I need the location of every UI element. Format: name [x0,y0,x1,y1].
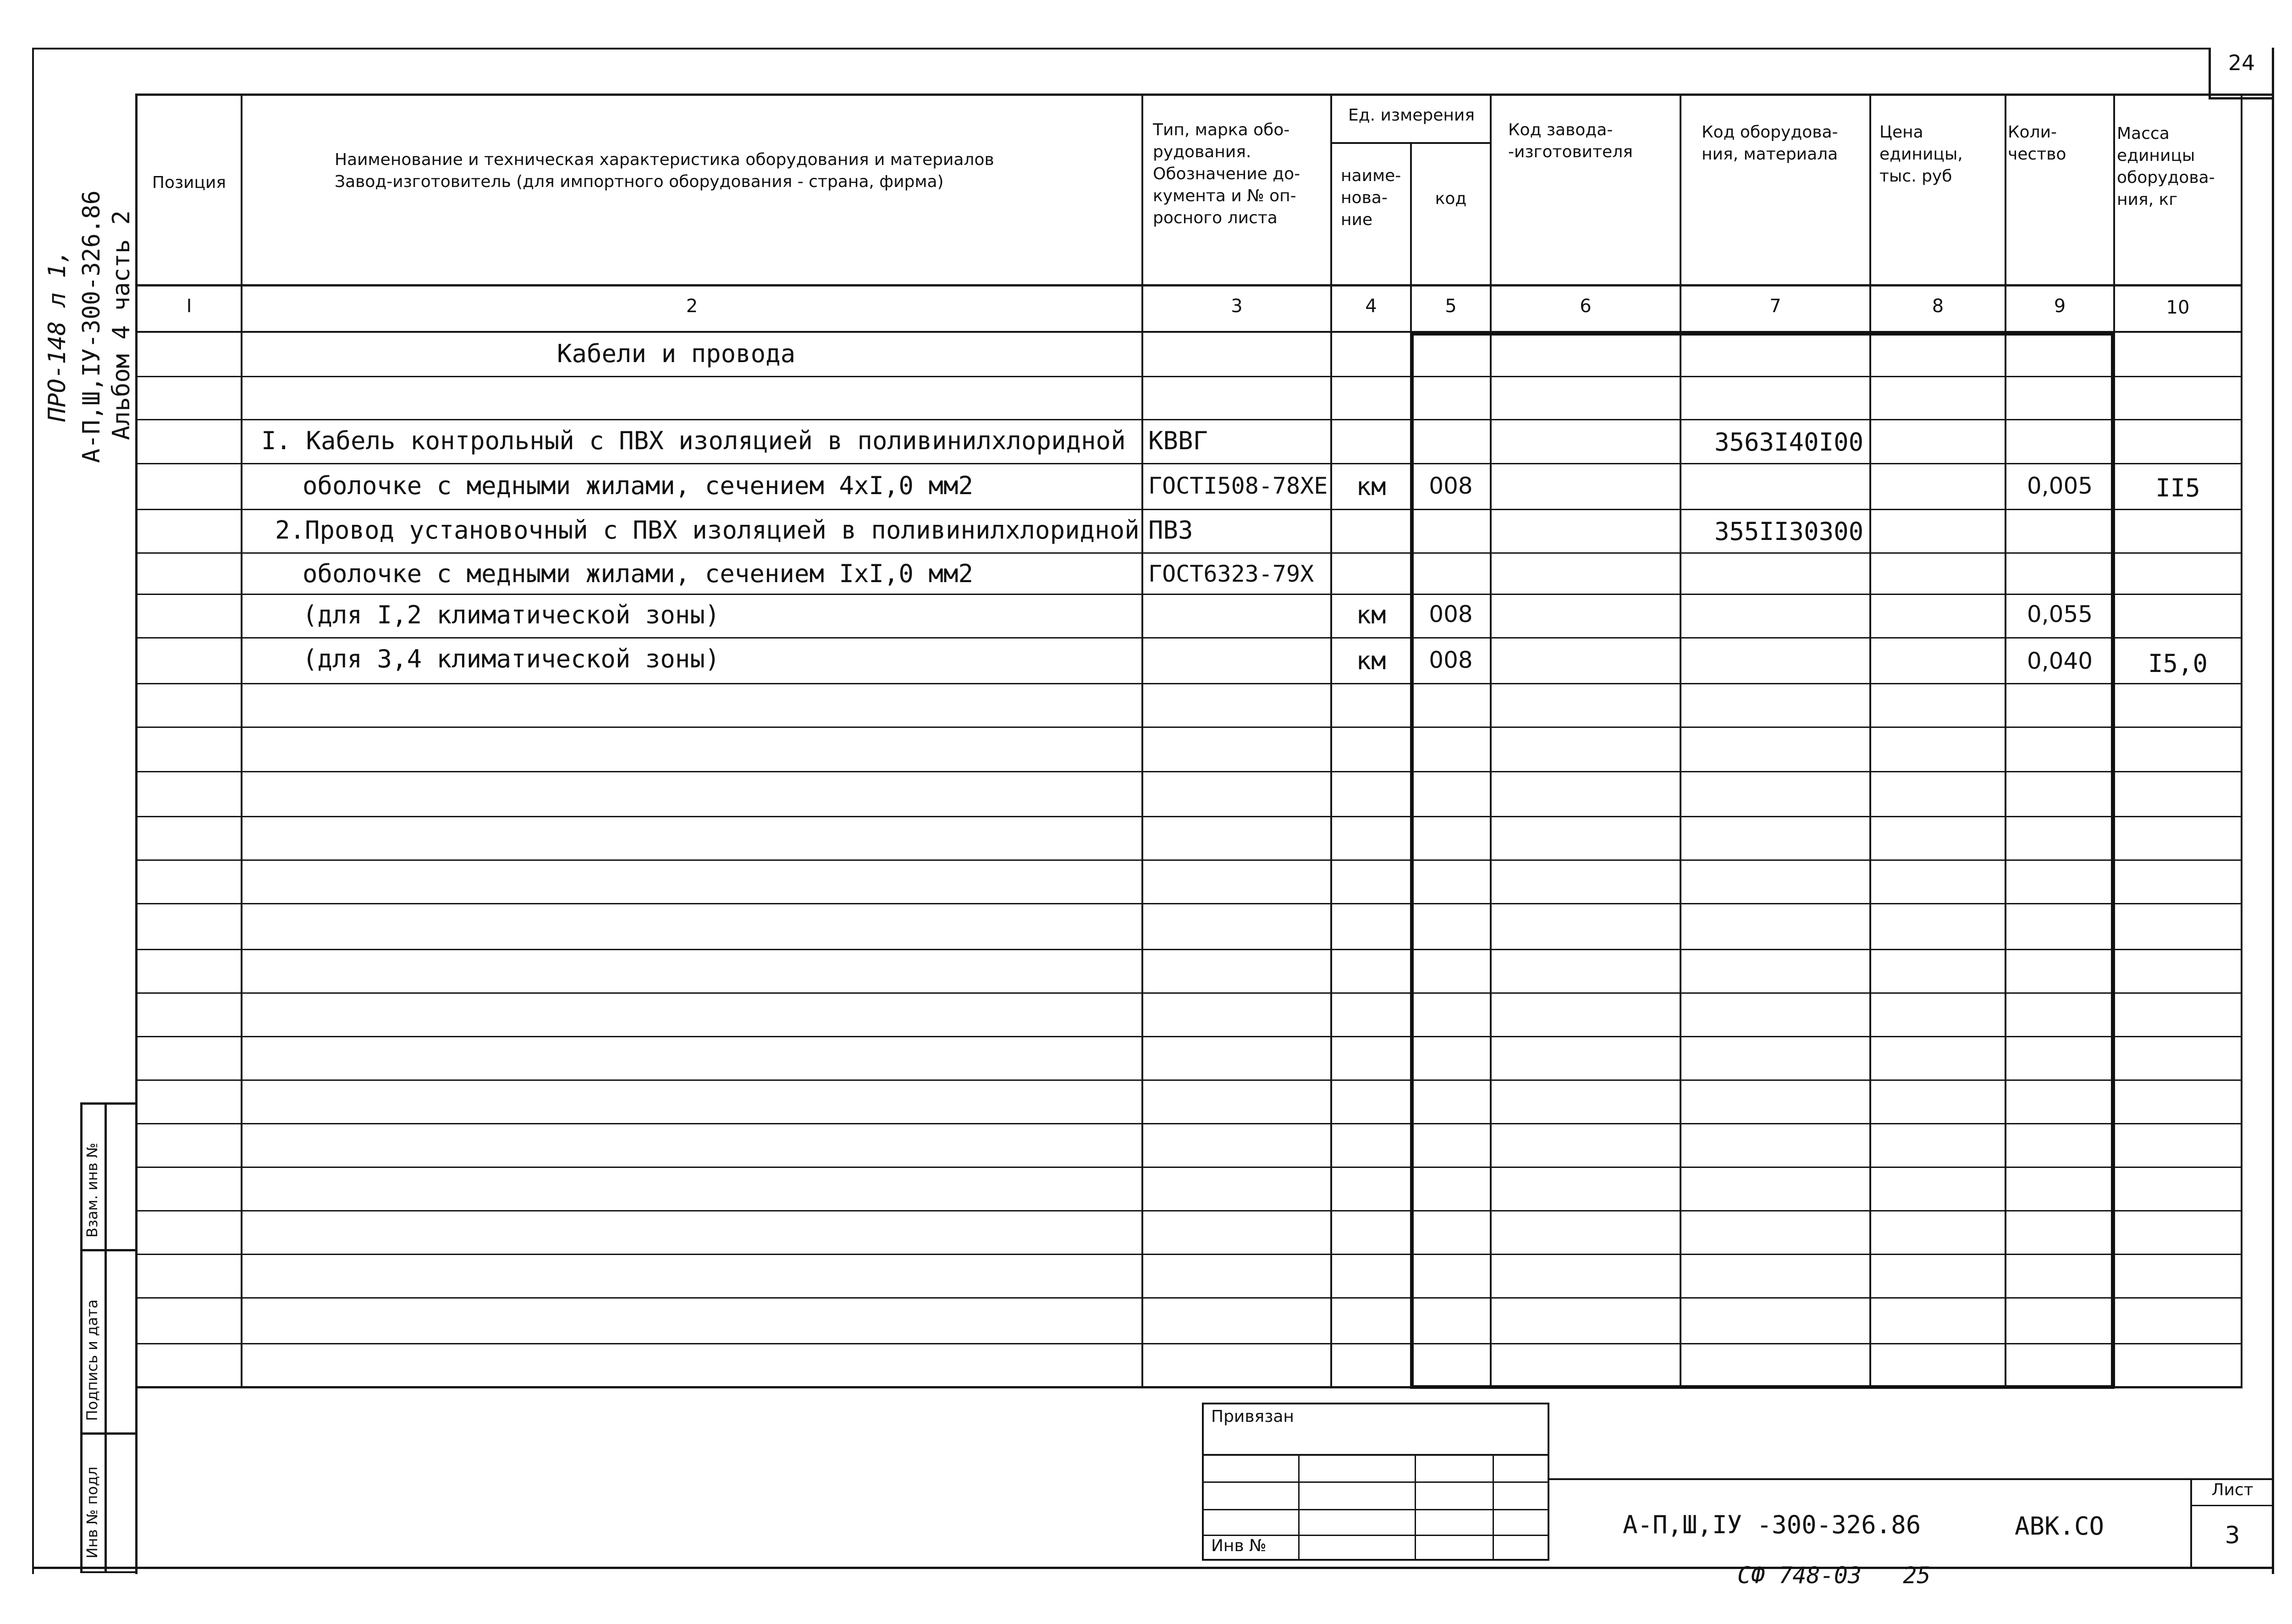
header-quantity: Коли- чество [2008,123,2066,164]
row-zone-3-4-quantity: 0,040 [2027,648,2093,674]
side-note-album: Альбом 4 часть 2 [108,210,135,440]
row-zone-3-4-label: (для 3,4 климатической зоны) [303,644,720,673]
row-item-2-type: ПВЗ [1148,516,1193,545]
privyazan-label: Привязан [1211,1407,1294,1426]
row-item-1-mass: II5 [2155,473,2200,502]
strip-label-inventory: Инв № подл [83,1466,101,1558]
header-name-line2: Завод-изготовитель (для импортного оборудования - страна, фирма) [335,172,944,191]
header-maker-code: Код завода- -изготовителя [1508,121,1633,161]
sheet-code: АВК.СО [2015,1512,2105,1541]
header-unit-price: Цена единицы, тыс. руб [1879,123,1963,186]
row-item-1-quantity: 0,005 [2027,473,2093,499]
colnum-10: 10 [2166,297,2190,318]
row-item-1-name-cont: оболочке с медными жилами, сечением 4хI,0 мм2 [303,471,973,500]
row-zone-3-4-mass: I5,0 [2148,649,2208,678]
list-label: Лист [2211,1481,2253,1499]
header-unit-group: Ед. измерения [1348,106,1475,125]
row-item-1-type: КВВГ [1148,426,1208,455]
header-type-mark: Тип, марка обо- рудования. Обозначение до- кумента и № оп- росного листа [1153,121,1300,227]
document-code: А-П,Ш,IУ -300-326.86 [1623,1510,1921,1539]
colnum-3: 3 [1231,296,1243,317]
row-item-1-unit: км [1356,472,1386,501]
colnum-7: 7 [1769,296,1781,317]
header-name-line1: Наименование и техническая характеристика оборудования и материалов [335,150,994,169]
row-item-2-name: 2.Провод установочный с ПВХ изоляцией в поливинилхлоридной [275,516,1140,545]
side-note-handwritten: ПРО-148 л 1, [44,249,71,422]
strip-label-signature: Подпись и дата [83,1299,101,1421]
strip-label-replacement: Взам. инв № [83,1142,101,1238]
inv-no-label: Инв № [1211,1536,1267,1555]
side-note-series: А-П,Ш,IУ-300-326.86 [78,190,105,463]
colnum-4: 4 [1365,296,1377,317]
section-heading: Кабели и провода [557,339,796,368]
footer-text: СФ 748-03 25 [1737,1562,1931,1589]
row-item-1-code: 3563I40I00 [1714,428,1864,457]
header-unit-name: наиме- нова- ние [1341,166,1401,229]
page-number: 24 [2228,50,2255,75]
row-zone-1-2-unit: км [1356,600,1386,629]
row-zone-3-4-unit-code: 008 [1429,647,1473,673]
row-item-2-name-cont: оболочке с медными жилами, сечением IхI,0 мм2 [303,559,973,588]
header-unit-mass: Масса единицы оборудова- ния, кг [2117,124,2215,209]
colnum-8: 8 [1932,296,1944,317]
colnum-6: 6 [1580,296,1592,317]
row-zone-3-4-unit: км [1356,646,1386,675]
list-number: 3 [2225,1522,2240,1549]
colnum-1: I [186,296,192,317]
header-equipment-code: Код оборудова- ния, материала [1702,123,1838,164]
row-item-1-standard: ГОСТI508-78ХЕ [1148,473,1328,499]
colnum-9: 9 [2054,296,2066,317]
row-item-1-unit-code: 008 [1429,473,1473,499]
colnum-5: 5 [1445,296,1457,317]
header-unit-code: код [1435,189,1467,208]
row-zone-1-2-quantity: 0,055 [2027,601,2093,628]
row-zone-1-2-unit-code: 008 [1429,601,1473,628]
colnum-2: 2 [686,296,698,317]
row-item-2-standard: ГОСТ6323-79Х [1148,561,1314,587]
row-zone-1-2-label: (для I,2 климатической зоны) [303,600,720,629]
row-item-2-code: 355II30300 [1714,517,1864,546]
header-position: Позиция [152,173,226,192]
row-item-1-name: I. Кабель контрольный с ПВХ изоляцией в поливинилхлоридной [261,426,1126,455]
